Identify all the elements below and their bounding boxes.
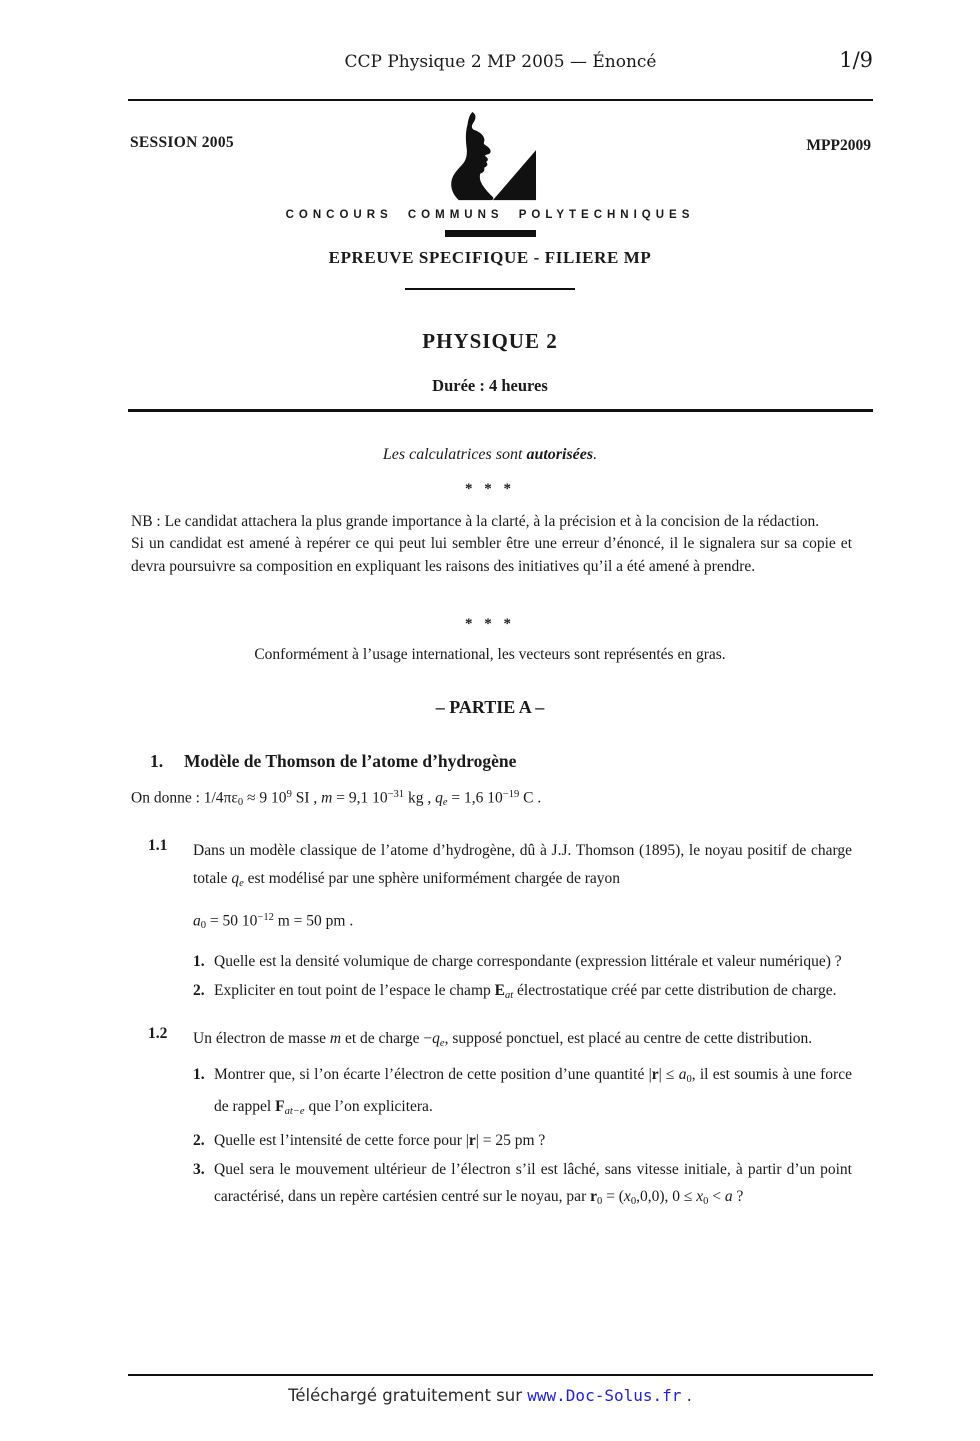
question-1-1-label: 1.1	[148, 837, 168, 854]
nb-notice	[131, 511, 852, 578]
title-rule	[128, 409, 873, 412]
item-text: Expliciter en tout point de l’espace le champ Eat électrostatique créé par cette distribution de charge.	[214, 982, 837, 1002]
footer-suffix: .	[681, 1386, 692, 1405]
item-number: 1.	[193, 1066, 205, 1084]
item-text: Montrer que, si l’on écarte l’électron de cette position d’une quantité $|r| \le a_0$, il est soumis à une force de rappel Fat−e que l’on explicitera.	[214, 1066, 852, 1118]
question-1-2-label: 1.2	[148, 1025, 168, 1042]
page-number: 1/9	[839, 48, 873, 72]
question-1-2	[131, 1025, 852, 1215]
given-data-line: On donne : $1/4\pi\varepsilon_0 \approx 9$ $10^9$ SI , m = 9,1 $10^{-31}$ kg , qe = 1,6 $10^{-19}$ C .	[131, 789, 542, 809]
section-1-number: 1.	[150, 751, 164, 771]
question-1-1	[131, 837, 852, 1009]
subject-code: MPP2009	[806, 137, 871, 154]
question-item	[193, 1127, 852, 1154]
session-label: SESSION 2005	[130, 134, 234, 151]
item-number: 3.	[193, 1161, 205, 1179]
exam-type-underline	[405, 288, 575, 290]
radius-formula: $a_0 = 50$ $10^{-12}$ m = 50 pm .	[193, 911, 354, 932]
calculators-notice: Les calculatrices sont autorisées.	[382, 446, 598, 463]
item-text: Quel sera le mouvement ultérieur de l’électron s’il est lâché, sans vitesse initiale, à partir d’un point caractérisé, dans un repère cartésien centré sur le noyau, par $r_0 = (x_0,0,0)$, $0 \le x_0 < a$ ?	[214, 1161, 852, 1208]
item-text: Quelle est l’intensité de cette force pour |r| = 25 pm ?	[214, 1132, 546, 1150]
footer	[0, 1386, 980, 1405]
nb-paragraph: Si un candidat est amené à repérer ce qui peut lui sembler être une erreur d’énoncé, il le signalera sur sa copie et devra poursuivre sa composition en expliquant les raisons des initiatives qu’il a été amené à prendre.	[131, 535, 852, 575]
question-item	[193, 948, 852, 975]
organization-name: CONCOURS COMMUNS POLYTECHNIQUES	[285, 209, 695, 221]
stars-separator: * * *	[465, 616, 515, 632]
exam-type-line: EPREUVE SPECIFIQUE - FILIERE MP	[328, 248, 652, 267]
ccp-masthead	[0, 112, 980, 290]
part-a-heading: – PARTIE A –	[435, 697, 545, 717]
nb-paragraph: NB : Le candidat attachera la plus grande importance à la clarté, à la précision et à la concision de la rédaction.	[131, 513, 820, 530]
organization-bar	[445, 230, 536, 237]
item-number: 2.	[193, 1132, 205, 1150]
footer-rule	[128, 1374, 873, 1376]
question-item	[193, 977, 852, 1009]
document-title: PHYSIQUE 2	[422, 329, 558, 353]
question-item	[193, 1156, 852, 1215]
item-number: 2.	[193, 982, 205, 1000]
question-1-1-intro: Dans un modèle classique de l’atome d’hydrogène, dû à J.J. Thomson (1895), le noyau positif de charge totale qe est modélisé par une sphère uniformément chargée de rayon	[193, 842, 852, 889]
item-text: Quelle est la densité volumique de charge correspondante (expression littérale et valeur numérique) ?	[214, 953, 842, 971]
running-header-title: CCP Physique 2 MP 2005 — Énoncé	[344, 52, 657, 72]
question-1-2-intro: Un électron de masse m et de charge −qe, supposé ponctuel, est placé au centre de cette distribution.	[193, 1030, 813, 1049]
stars-separator: * * *	[465, 481, 515, 497]
question-item	[193, 1061, 852, 1125]
section-1-title: Modèle de Thomson de l’atome d’hydrogène	[184, 751, 517, 771]
doc-solus-link[interactable]: www.Doc-Solus.fr	[527, 1386, 682, 1405]
vectors-notice: Conformément à l’usage international, les vecteurs sont représentés en gras.	[254, 646, 726, 663]
duration-line: Durée : 4 heures	[432, 376, 548, 395]
item-number: 1.	[193, 953, 205, 971]
section-1-heading	[150, 751, 872, 772]
ccp-profile-logo-icon	[439, 112, 541, 205]
header-rule	[128, 99, 873, 101]
footer-text: Téléchargé gratuitement sur	[288, 1386, 528, 1405]
